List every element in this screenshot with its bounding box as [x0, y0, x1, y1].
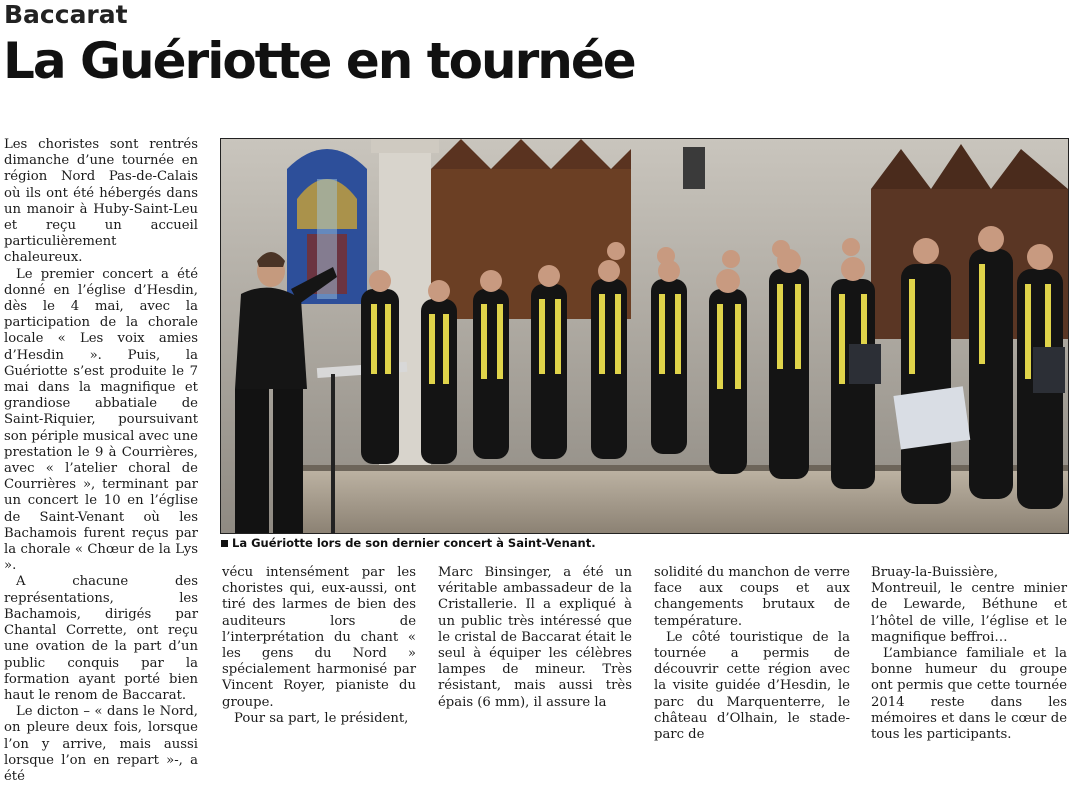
photo-caption: [221, 536, 596, 550]
article-headline: La Guériotte en tournée: [3, 32, 635, 90]
caption-text: La Guériotte lors de son dernier concert à Saint-Venant.: [232, 536, 596, 550]
caption-square-icon: [221, 540, 228, 547]
paragraph: Marc Binsinger, a été un véritable ambassadeur de la Cristallerie. Il a expliqué à un public très intéressé que le cristal de Baccarat était le seul à équiper les célèbres lampes de mineur. Très résistant, mais aussi très épais (6 mm), il assure la: [438, 565, 632, 710]
paragraph: A chacune des représentations, les Bachamois, dirigés par Chantal Corrette, ont reçu une ovation de la part d’un public conquis par la formation ayant porté bien haut le renom de Baccarat.: [4, 574, 198, 703]
article-kicker: Baccarat: [4, 0, 128, 29]
paragraph: L’ambiance familiale et la bonne humeur du groupe ont permis que cette tournée 2014 reste dans les mémoires et dans le cœur de tous les participants.: [871, 646, 1067, 743]
article-column-1: [4, 137, 198, 785]
paragraph: Bruay-la-Buissière, Montreuil, le centre minier de Lewarde, Béthune et l’hôtel de ville, l’église et le magnifique beffroi…: [871, 565, 1067, 645]
article-column-4: [654, 565, 850, 743]
article-column-2: [222, 565, 416, 727]
article-column-5: [871, 565, 1067, 743]
paragraph: Pour sa part, le président,: [234, 710, 409, 726]
paragraph: vécu intensément par les choristes qui, eux-aussi, ont tiré des larmes de bien des auditeurs lors de l’interprétation du chant « les gens du Nord » spécialement harmonisé par Vincent Royer, pianiste du groupe.: [222, 565, 416, 710]
article-column-3: [438, 565, 632, 711]
paragraph: Le dicton – « dans le Nord, on pleure deux fois, lorsque l’on y arrive, mais aussi lorsque l’on en repart »-, a été: [4, 704, 198, 784]
paragraph: solidité du manchon de verre face aux coups et aux changements brutaux de température.: [654, 565, 850, 629]
choir-photo: [220, 138, 1069, 534]
paragraph: Les choristes sont rentrés dimanche d’une tournée en région Nord Pas-de-Calais où ils ont été hébergés dans un manoir à Huby-Saint-Leu et reçu un accueil particulièrement chaleureux.: [4, 137, 198, 266]
paragraph: Le côté touristique de la tournée a permis de découvrir cette région avec la visite guidée d’Hesdin, le parc du Marquenterre, le château d’Olhain, le stade-parc de: [654, 629, 850, 743]
paragraph: Le premier concert a été donné en l’église d’Hesdin, dès le 4 mai, avec la participation de la chorale locale « Les voix amies d’Hesdin ». Puis, la Guériotte s’est produite le 7 mai dans la magnifique et grandiose abbatiale de Saint-Riquier, poursuivant son périple musical avec une prestation le 9 à Courrières, avec « l’atelier choral de Courrières », terminant par un concert le 10 en l’église de Saint-Venant où les Bachamois furent reçus par la chorale « Chœur de la Lys ».: [4, 266, 198, 574]
